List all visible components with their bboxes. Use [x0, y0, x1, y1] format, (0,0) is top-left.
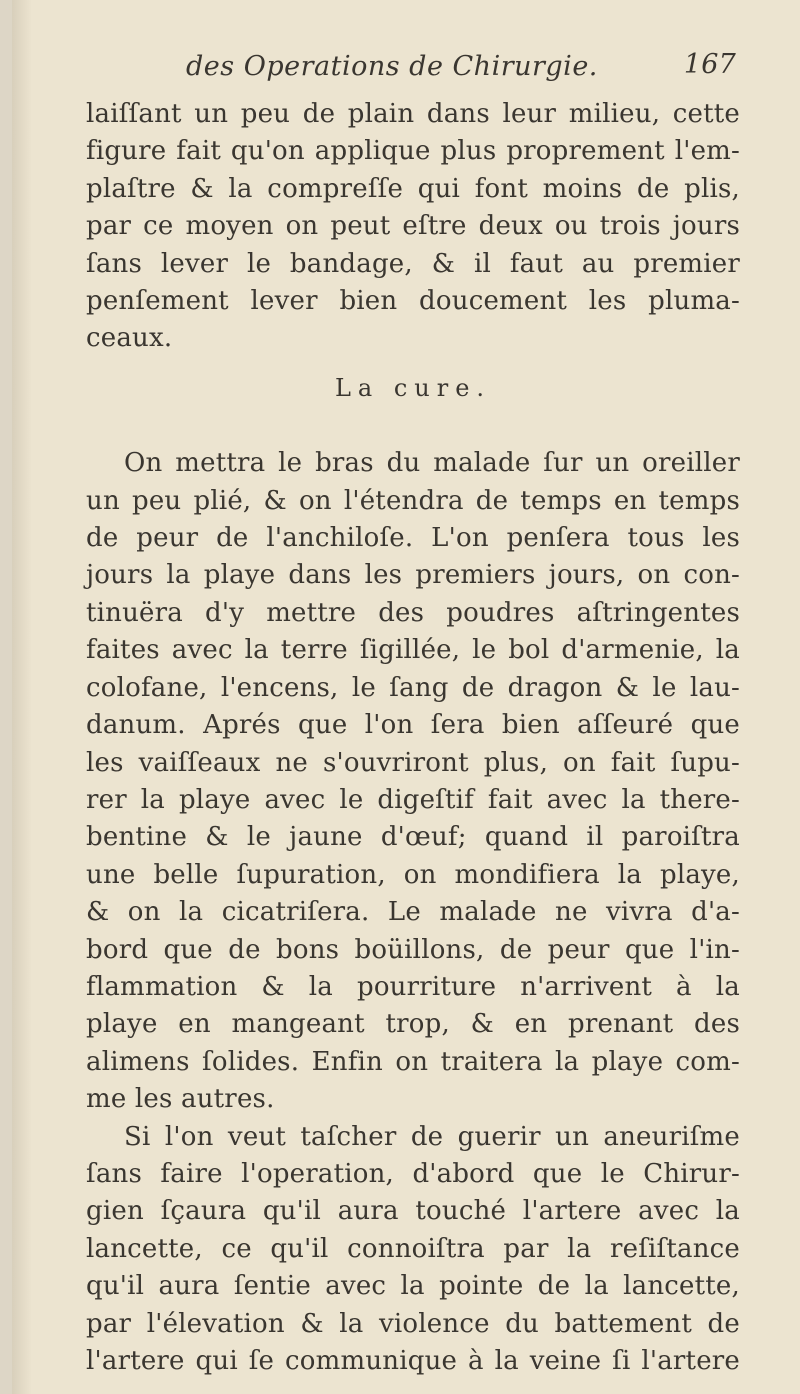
text-line: bentine & le jaune d'œuf; quand il paroiſtra	[86, 822, 740, 853]
text-line: lancette, ce qu'il connoiſtra par la reſiſtance	[86, 1233, 740, 1264]
text-line: & on la cicatriſera. Le malade ne vivra d'a-	[86, 897, 740, 928]
paragraph-1	[86, 96, 740, 358]
text-line: par ce moyen on peut eſtre deux ou trois jours	[86, 211, 740, 242]
text-line: qu'il aura ſentie avec la pointe de la lancette,	[86, 1271, 740, 1302]
text-line: playe en mangeant trop, & en prenant des	[86, 1009, 740, 1040]
text-line: un peu plié, & on l'étendra de temps en temps	[86, 485, 740, 516]
text-line: gien ſçaura qu'il aura touché l'artere avec la	[86, 1196, 740, 1227]
gutter-shadow	[12, 0, 32, 1394]
text-line: On mettra le bras du malade ſur un oreiller	[124, 448, 740, 479]
text-line: ceaux.	[86, 323, 173, 354]
text-block	[86, 40, 740, 1380]
page-number: 167	[683, 49, 736, 80]
text-line: alimens ſolides. Enfin on traitera la playe com-	[86, 1046, 740, 1077]
text-line: de peur de l'anchiloſe. L'on penſera tous les	[86, 523, 740, 554]
text-line: l'artere qui ſe communique à la veine ſi l'artere	[86, 1346, 740, 1376]
text-line: ſans lever le bandage, & il faut au premier	[86, 248, 740, 279]
text-line: plaſtre & la compreſſe qui font moins de plis,	[86, 173, 740, 204]
text-line: Si l'on veut taſcher de guerir un aneuriſme	[124, 1121, 740, 1152]
text-line: les vaiſſeaux ne s'ouvriront plus, on fait ſupu-	[86, 747, 740, 778]
text-line: faites avec la terre ſigillée, le bol d'armenie, la	[86, 635, 740, 666]
text-line: par l'élevation & la violence du battement de	[86, 1308, 740, 1339]
text-line: figure fait qu'on applique plus proprement l'em-	[86, 136, 740, 167]
text-line: tinuëra d'y mettre des poudres aſtringentes	[86, 597, 740, 628]
text-line: laiſſant un peu de plain dans leur milieu, cette	[86, 99, 740, 129]
text-line: rer la playe avec le digeſtif fait avec la there-	[86, 784, 740, 815]
section-heading: La cure.	[334, 373, 492, 402]
paragraph-2	[86, 445, 740, 1118]
text-line: bord que de bons boüillons, de peur que l'in-	[86, 934, 740, 965]
book-page	[12, 0, 800, 1394]
running-title: des Operations de Chirurgie.	[186, 51, 598, 82]
paragraph-3	[86, 1119, 740, 1381]
text-line: ſans faire l'operation, d'abord que le Chirur-	[86, 1158, 740, 1189]
running-head	[86, 40, 740, 96]
text-line: danum. Aprés que l'on ſera bien aſſeuré que	[86, 710, 740, 741]
text-line: flammation & la pourriture n'arrivent à la	[86, 971, 740, 1002]
text-line: colofane, l'encens, le ſang de dragon & le lau-	[86, 672, 740, 703]
text-line: me les autres.	[86, 1084, 275, 1115]
text-line: penſement lever bien doucement les pluma-	[86, 286, 740, 317]
text-line: jours la playe dans les premiers jours, on con-	[86, 560, 740, 591]
text-line: une belle ſupuration, on mondifiera la playe,	[86, 859, 740, 890]
